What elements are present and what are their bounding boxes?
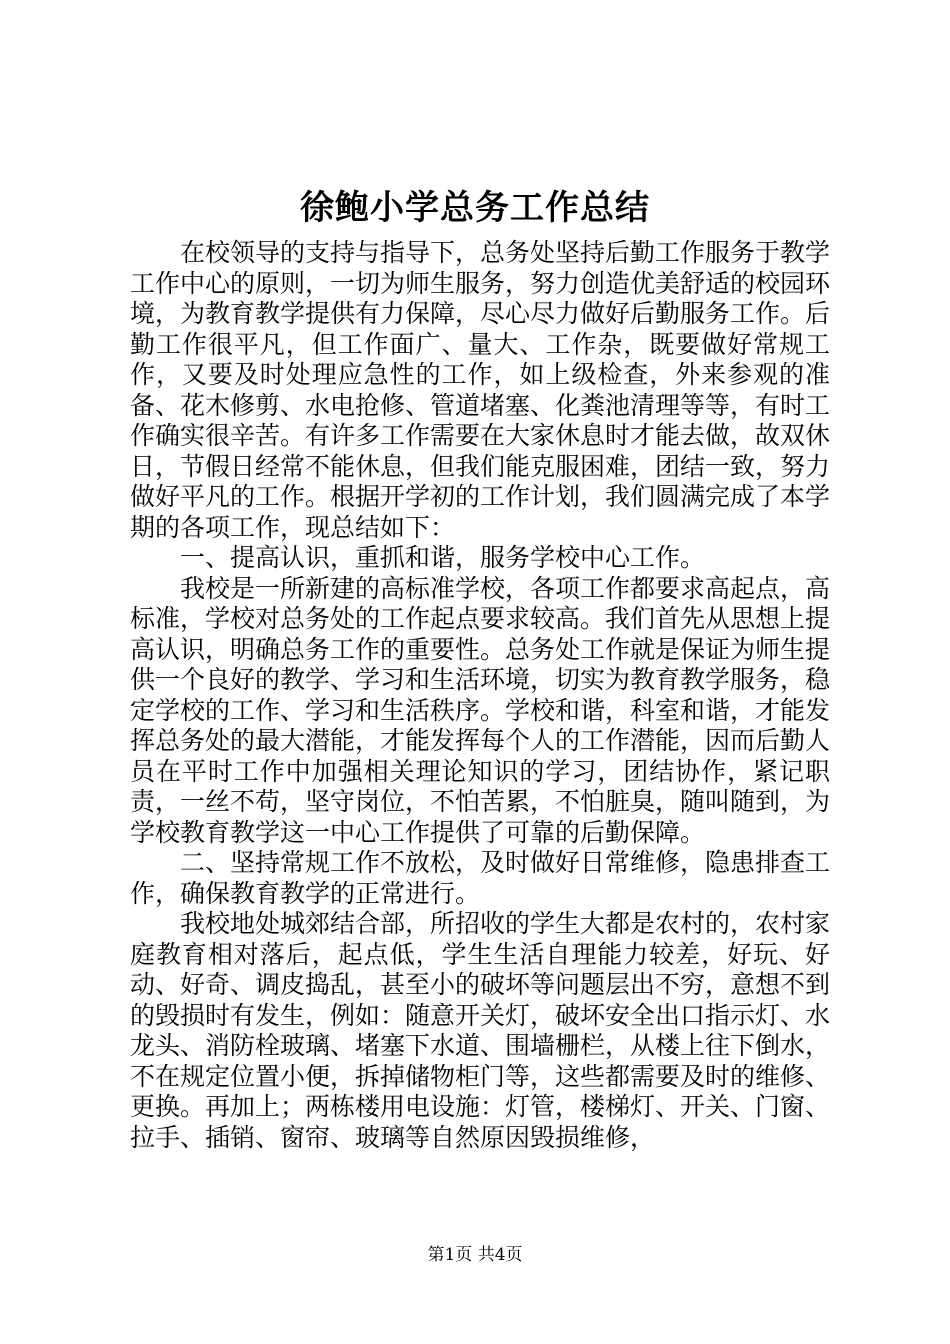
page-number-footer: 第1页 共4页 (427, 1245, 523, 1265)
section-heading-2: 二、坚持常规工作不放松，及时做好日常维修，隐患排查工作，确保教育教学的正常进行。 (130, 848, 831, 908)
section-heading-1: 一、提高认识，重抓和谐，服务学校中心工作。 (180, 543, 706, 572)
paragraph-intro: 在校领导的支持与指导下，总务处坚持后勤工作服务于教学工作中心的原则，一切为师生服务，努力创造优美舒适的校园环境，为教育教学提供有力保障，尽心尽力做好后勤服务工作。后勤工作很平凡，但工作面广、量大、工作杂，既要做好常规工作，又要及时处理应急性的工作，如上级检查，外来参观的准备、花木修剪、水电抢修、管道堵塞、化粪池清理等等，有时工作确实很辛苦。有许多工作需要在大家休息时才能去做，故双休日，节假日经常不能休息，但我们能克服困难，团结一致，努力做好平凡的工作。根据开学初的工作计划，我们圆满完成了本学期的各项工作，现总结如下： (130, 238, 831, 542)
paragraph-section-2: 我校地处城郊结合部，所招收的学生大都是农村的，农村家庭教育相对落后，起点低，学生生活自理能力较差，好玩、好动、好奇、调皮捣乱，甚至小的破坏等问题层出不穷，意想不到的毁损时有发生，例如：随意开关灯，破坏安全出口指示灯、水龙头、消防栓玻璃、堵塞下水道、围墙栅栏，从楼上往下倒水，不在规定位置小便，拆掉储物柜门等，这些都需要及时的维修、更换。再加上；两栋楼用电设施：灯管，楼梯灯、开关、门窗、拉手、插销、窗帘、玻璃等自然原因毁损维修， (130, 909, 831, 1152)
paragraph-section-1: 我校是一所新建的高标准学校，各项工作都要求高起点，高标准，学校对总务处的工作起点要求较高。我们首先从思想上提高认识，明确总务工作的重要性。总务处工作就是保证为师生提供一个良好的教学、学习和生活环境，切实为教育教学服务，稳定学校的工作、学习和生活秩序。学校和谐，科室和谐，才能发挥总务处的最大潜能，才能发挥每个人的工作潜能，因而后勤人员在平时工作中加强相关理论知识的学习，团结协作，紧记职责，一丝不苟，坚守岗位，不怕苦累，不怕脏臭，随叫随到，为学校教育教学这一中心工作提供了可靠的后勤保障。 (130, 573, 831, 847)
document-body (130, 238, 830, 1153)
document-title: 徐鲍小学总务工作总结 (300, 188, 650, 228)
